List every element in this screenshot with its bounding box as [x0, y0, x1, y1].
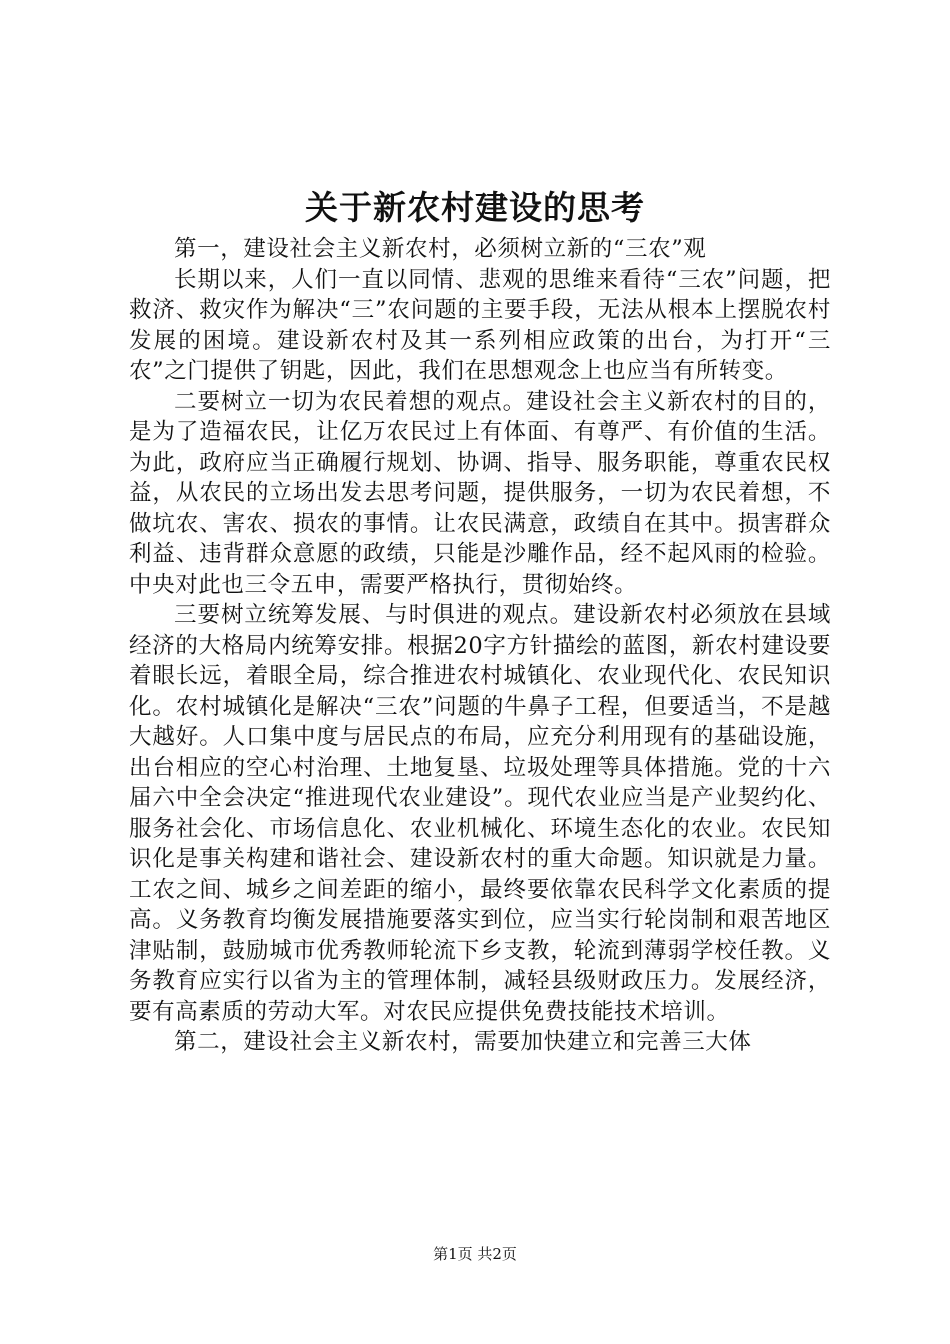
document-title: 关于新农村建设的思考	[305, 188, 645, 227]
document-body	[129, 234, 831, 1058]
paragraph-4: 三要树立统筹发展、与时俱进的观点。建设新农村必须放在县域经济的大格局内统筹安排。根据20字方针描绘的蓝图，新农村建设要着眼长远，着眼全局，综合推进农村城镇化、农业现代化、农民知识化。农村城镇化是解决“三农”问题的牛鼻子工程，但要适当，不是越大越好。人口集中度与居民点的布局，应充分利用现有的基础设施，出台相应的空心村治理、土地复垦、垃圾处理等具体措施。党的十六届六中全会决定“推进现代农业建设”。现代农业应当是产业契约化、服务社会化、市场信息化、农业机械化、环境生态化的农业。农民知识化是事关构建和谐社会、建设新农村的重大命题。知识就是力量。工农之间、城乡之间差距的缩小，最终要依靠农民科学文化素质的提高。义务教育均衡发展措施要落实到位，应当实行轮岗制和艰苦地区津贴制，鼓励城市优秀教师轮流下乡支教，轮流到薄弱学校任教。义务教育应实行以省为主的管理体制，减轻县级财政压力。发展经济，要有高素质的劳动大军。对农民应提供免费技能技术培训。	[129, 602, 831, 1025]
paragraph-2: 长期以来，人们一直以同情、悲观的思维来看待“三农”问题，把救济、救灾作为解决“三”农问题的主要手段，无法从根本上摆脱农村发展的困境。建设新农村及其一系列相应政策的出台，为打开“三农”之门提供了钥匙，因此，我们在思想观念上也应当有所转变。	[129, 266, 831, 384]
paragraph-5: 第二，建设社会主义新农村，需要加快建立和完善三大体	[174, 1029, 752, 1055]
paragraph-1: 第一，建设社会主义新农村，必须树立新的“三农”观	[174, 236, 707, 262]
paragraph-3: 二要树立一切为农民着想的观点。建设社会主义新农村的目的，是为了造福农民，让亿万农民过上有体面、有尊严、有价值的生活。为此，政府应当正确履行规划、协调、指导、服务职能，尊重农民权益，从农民的立场出发去思考问题，提供服务，一切为农民着想，不做坑农、害农、损农的事情。让农民满意，政绩自在其中。损害群众利益、违背群众意愿的政绩，只能是沙雕作品，经不起风雨的检验。中央对此也三令五申，需要严格执行，贯彻始终。	[129, 388, 831, 598]
page-footer: 第1页 共2页	[433, 1245, 517, 1263]
